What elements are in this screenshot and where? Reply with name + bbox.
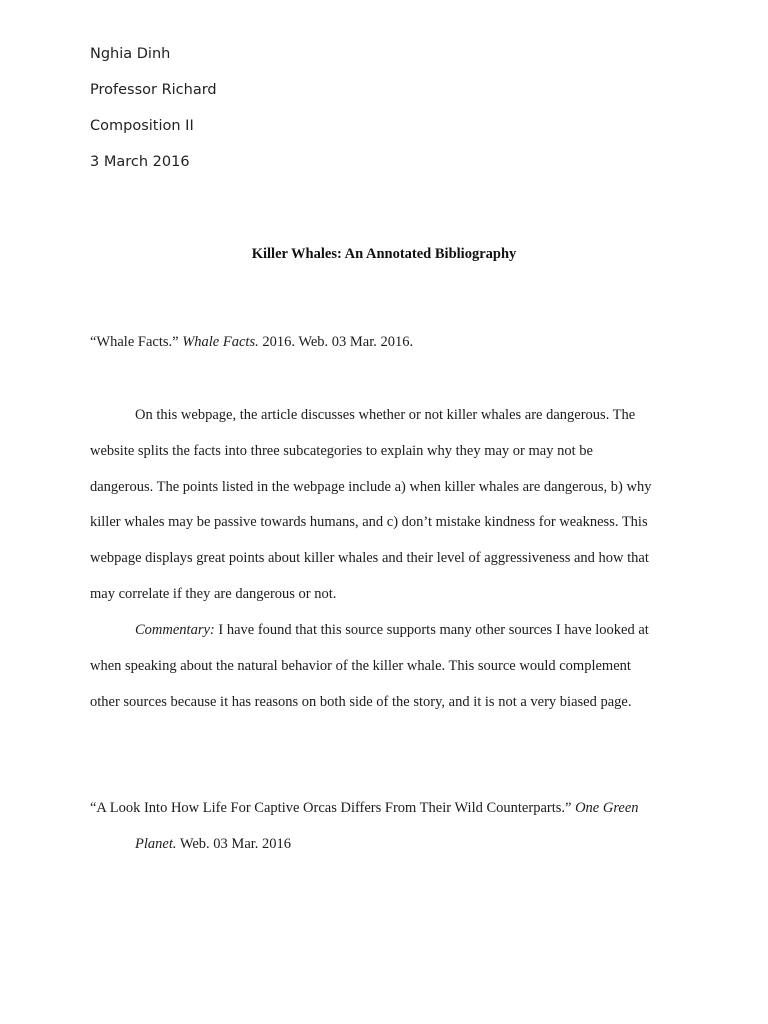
citation-2-container-part-1: One Green xyxy=(575,800,639,816)
summary-line: dangerous. The points listed in the webpage include a) when killer whales are dangerous, b) why xyxy=(90,478,652,495)
citation-2-container-part-2: Planet. xyxy=(135,835,177,852)
author-name: Nghia Dinh xyxy=(90,46,171,62)
citation-2-title: “A Look Into How Life For Captive Orcas Differs From Their Wild Counterparts.” xyxy=(90,800,576,816)
summary-line: website splits the facts into three subcategories to explain why they may or may not be xyxy=(90,442,593,459)
citation-2-line-1 xyxy=(90,798,690,834)
document-date: 3 March 2016 xyxy=(90,154,190,170)
citation-1 xyxy=(90,334,413,351)
commentary-label: Commentary: xyxy=(135,622,215,638)
citation-1-title: “Whale Facts.” xyxy=(90,334,183,350)
citation-1-rest: 2016. Web. 03 Mar. 2016. xyxy=(258,334,414,350)
citation-2-rest: Web. 03 Mar. 2016 xyxy=(176,835,292,852)
summary-line: may correlate if they are dangerous or not. xyxy=(90,585,337,602)
professor-name: Professor Richard xyxy=(90,82,217,98)
commentary-line: other sources because it has reasons on both side of the story, and it is not a very biased page. xyxy=(90,693,632,710)
commentary-paragraph-1 xyxy=(90,620,690,727)
summary-line: On this webpage, the article discusses whether or not killer whales are dangerous. The xyxy=(135,407,636,423)
commentary-line: when speaking about the natural behavior of the killer whale. This source would complement xyxy=(90,657,631,674)
citation-2 xyxy=(90,798,690,870)
citation-2-line-2 xyxy=(90,834,690,870)
summary-line: webpage displays great points about killer whales and their level of aggressiveness and how that xyxy=(90,550,649,567)
commentary-line xyxy=(90,620,690,656)
summary-paragraph-1 xyxy=(90,405,690,620)
summary-line: killer whales may be passive towards humans, and c) don’t mistake kindness for weakness. This xyxy=(90,514,648,531)
document-title: Killer Whales: An Annotated Bibliography xyxy=(251,246,517,262)
course-name: Composition II xyxy=(90,118,194,134)
commentary-text: I have found that this source supports many other sources I have looked at xyxy=(214,622,649,638)
citation-1-container: Whale Facts. xyxy=(182,334,259,350)
